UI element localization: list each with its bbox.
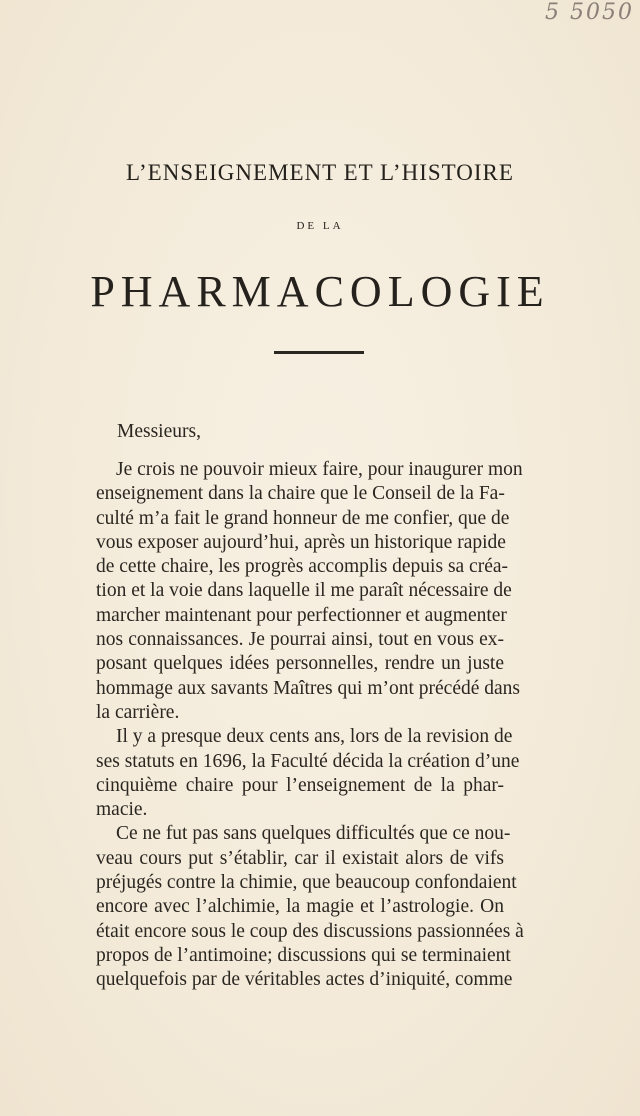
text-line: encore avec l’alchimie, la magie et l’astrologie. On xyxy=(96,896,504,918)
text-line: cinquième chaire pour l’enseignement de la phar- xyxy=(96,774,504,796)
body-text xyxy=(96,458,524,993)
text-line: hommage aux savants Maîtres qui m’ont précédé dans xyxy=(96,677,521,699)
text-line: vous exposer aujourd’hui, après un historique rapide xyxy=(96,531,506,553)
text-line: culté m’a fait le grand honneur de me confier, que de xyxy=(96,507,510,529)
text-line: enseignement dans la chaire que le Conseil de la Fa- xyxy=(96,483,505,505)
text-line: Ce ne fut pas sans quelques difficultés que ce nou- xyxy=(116,823,511,845)
text-line: macie. xyxy=(96,799,148,821)
text-line: posant quelques idées personnelles, rendre un juste xyxy=(96,653,504,675)
text-line: la carrière. xyxy=(96,701,180,723)
page-subtitle: DE LA xyxy=(296,220,344,232)
text-line: quelquefois par de véritables actes d’iniquité, comme xyxy=(96,969,513,991)
text-line: de cette chaire, les progrès accomplis depuis sa créa- xyxy=(96,556,509,578)
main-title: PHARMACOLOGIE xyxy=(90,267,550,316)
text-line: nos connaissances. Je pourrai ainsi, tout en vous ex- xyxy=(96,629,504,651)
text-line: tion et la voie dans laquelle il me paraît nécessaire de xyxy=(96,580,512,602)
page-title: L’ENSEIGNEMENT ET L’HISTOIRE xyxy=(126,160,514,185)
text-line: veau cours put s’établir, car il existait alors de vifs xyxy=(96,847,504,869)
text-line: était encore sous le coup des discussions passionnées à xyxy=(96,920,524,942)
manuscript-number: 5 5050 xyxy=(545,0,634,25)
text-line: préjugés contre la chimie, que beaucoup confondaient xyxy=(96,872,517,894)
text-line: propos de l’antimoine; discussions qui se terminaient xyxy=(96,944,511,966)
text-line: marcher maintenant pour perfectionner et augmenter xyxy=(96,604,507,626)
title-divider xyxy=(274,351,364,354)
text-line: Il y a presque deux cents ans, lors de la revision de xyxy=(116,726,513,748)
text-line: ses statuts en 1696, la Faculté décida la création d’une xyxy=(96,750,520,772)
text-line: Je crois ne pouvoir mieux faire, pour inaugurer mon xyxy=(116,459,523,480)
salutation: Messieurs, xyxy=(117,421,201,442)
